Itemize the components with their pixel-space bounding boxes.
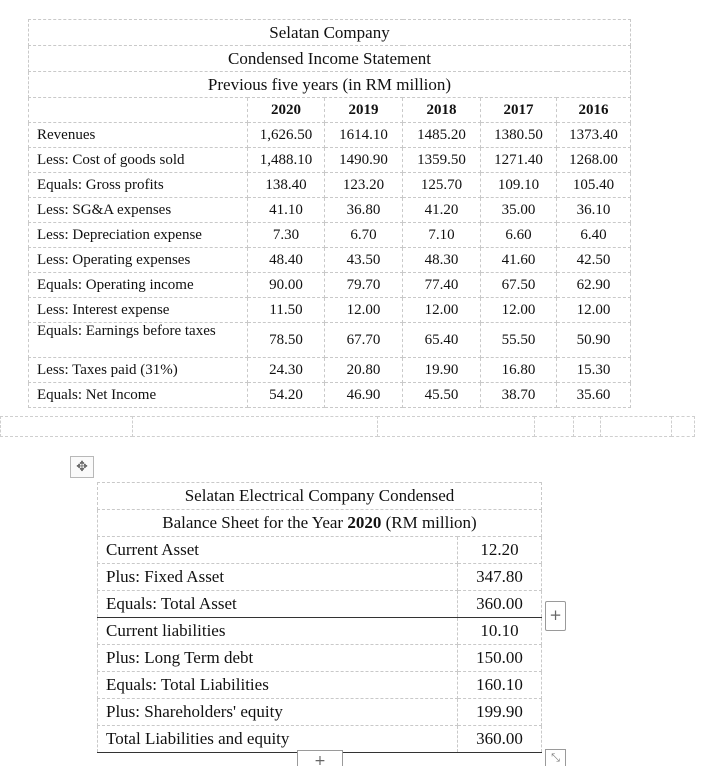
- empty-cell: [0, 416, 133, 437]
- table-row: [29, 173, 631, 198]
- value-cell: 1614.10: [325, 123, 403, 148]
- value-cell: 160.10: [458, 672, 542, 699]
- empty-cell: [534, 416, 574, 437]
- year-header-row: [29, 98, 631, 123]
- value-cell: 41.60: [481, 248, 557, 273]
- add-column-plus-icon[interactable]: +: [545, 601, 566, 631]
- value-cell: 16.80: [481, 358, 557, 383]
- value-cell: 12.00: [325, 298, 403, 323]
- value-cell: 45.50: [403, 383, 481, 408]
- table-row: [29, 198, 631, 223]
- table-row: [98, 591, 542, 618]
- value-cell: 35.60: [557, 383, 631, 408]
- value-cell: 1271.40: [481, 148, 557, 173]
- table-resize-handle-icon[interactable]: ⤡: [545, 749, 566, 766]
- value-cell: 62.90: [557, 273, 631, 298]
- balance-sheet-table: [97, 482, 542, 753]
- value-cell: 11.50: [248, 298, 325, 323]
- value-cell: 67.70: [325, 323, 403, 358]
- table-row: [29, 148, 631, 173]
- value-cell: 360.00: [458, 726, 542, 753]
- row-label: Plus: Fixed Asset: [98, 564, 458, 591]
- empty-cell: [600, 416, 672, 437]
- value-cell: 105.40: [557, 173, 631, 198]
- statement-title: Condensed Income Statement: [29, 46, 631, 72]
- row-label: Less: Taxes paid (31%): [29, 358, 248, 383]
- year-header: 2018: [403, 98, 481, 123]
- value-cell: 1359.50: [403, 148, 481, 173]
- table-row: [98, 537, 542, 564]
- value-cell: 6.70: [325, 223, 403, 248]
- empty-table-row: [0, 416, 697, 438]
- value-cell: 123.20: [325, 173, 403, 198]
- row-label: Equals: Total Liabilities: [98, 672, 458, 699]
- value-cell: 38.70: [481, 383, 557, 408]
- value-cell: 199.90: [458, 699, 542, 726]
- value-cell: 79.70: [325, 273, 403, 298]
- title-unit: (RM million): [381, 513, 477, 532]
- year-header: 2017: [481, 98, 557, 123]
- value-cell: 19.90: [403, 358, 481, 383]
- empty-cell: [573, 416, 601, 437]
- value-cell: 55.50: [481, 323, 557, 358]
- value-cell: 48.30: [403, 248, 481, 273]
- value-cell: 360.00: [458, 591, 542, 618]
- empty-cell: [671, 416, 695, 437]
- table-row: [29, 383, 631, 408]
- value-cell: 125.70: [403, 173, 481, 198]
- balance-sheet-title-line1: Selatan Electrical Company Condensed: [98, 483, 542, 510]
- table-move-handle-icon[interactable]: ✥: [70, 456, 94, 478]
- value-cell: 24.30: [248, 358, 325, 383]
- value-cell: 20.80: [325, 358, 403, 383]
- value-cell: 1485.20: [403, 123, 481, 148]
- value-cell: 347.80: [458, 564, 542, 591]
- value-cell: 50.90: [557, 323, 631, 358]
- table-row: [98, 699, 542, 726]
- title-year: 2020: [347, 513, 382, 532]
- row-label: Revenues: [29, 123, 248, 148]
- table-row: [98, 564, 542, 591]
- value-cell: 41.20: [403, 198, 481, 223]
- income-statement-table: [28, 19, 631, 408]
- value-cell: 1268.00: [557, 148, 631, 173]
- balance-sheet-title-line2: [98, 510, 542, 537]
- table-row: [29, 248, 631, 273]
- row-label: Equals: Gross profits: [29, 173, 248, 198]
- value-cell: 36.10: [557, 198, 631, 223]
- value-cell: 67.50: [481, 273, 557, 298]
- row-label: Less: Cost of goods sold: [29, 148, 248, 173]
- row-label: Less: Interest expense: [29, 298, 248, 323]
- value-cell: 12.00: [557, 298, 631, 323]
- year-header: 2019: [325, 98, 403, 123]
- table-row: [98, 645, 542, 672]
- value-cell: 12.20: [458, 537, 542, 564]
- value-cell: 109.10: [481, 173, 557, 198]
- value-cell: 46.90: [325, 383, 403, 408]
- value-cell: 138.40: [248, 173, 325, 198]
- value-cell: 43.50: [325, 248, 403, 273]
- value-cell: 48.40: [248, 248, 325, 273]
- year-header: 2016: [557, 98, 631, 123]
- value-cell: 41.10: [248, 198, 325, 223]
- table-row: [98, 726, 542, 753]
- empty-cell: [132, 416, 378, 437]
- value-cell: 35.00: [481, 198, 557, 223]
- add-row-plus-icon[interactable]: +: [297, 750, 343, 766]
- statement-period: Previous five years (in RM million): [29, 72, 631, 98]
- row-label: Plus: Long Term debt: [98, 645, 458, 672]
- table-row: [29, 298, 631, 323]
- table-row: [29, 273, 631, 298]
- company-name: Selatan Company: [29, 20, 631, 46]
- value-cell: 77.40: [403, 273, 481, 298]
- value-cell: 10.10: [458, 618, 542, 645]
- value-cell: 42.50: [557, 248, 631, 273]
- value-cell: 1373.40: [557, 123, 631, 148]
- title-text: Balance Sheet for the Year: [162, 513, 348, 532]
- table-row: [29, 323, 631, 358]
- value-cell: 1380.50: [481, 123, 557, 148]
- value-cell: 36.80: [325, 198, 403, 223]
- row-label: Less: SG&A expenses: [29, 198, 248, 223]
- value-cell: 54.20: [248, 383, 325, 408]
- value-cell: 90.00: [248, 273, 325, 298]
- value-cell: 150.00: [458, 645, 542, 672]
- row-label: Less: Operating expenses: [29, 248, 248, 273]
- table-row: [29, 223, 631, 248]
- value-cell: 1490.90: [325, 148, 403, 173]
- table-row: [29, 358, 631, 383]
- row-label: Equals: Earnings before taxes: [29, 323, 248, 358]
- row-label: Total Liabilities and equity: [98, 726, 458, 753]
- value-cell: 12.00: [481, 298, 557, 323]
- value-cell: 7.10: [403, 223, 481, 248]
- row-label: Current Asset: [98, 537, 458, 564]
- value-cell: 1,488.10: [248, 148, 325, 173]
- row-label: Current liabilities: [98, 618, 458, 645]
- value-cell: 6.60: [481, 223, 557, 248]
- year-header: 2020: [248, 98, 325, 123]
- empty-cell: [377, 416, 535, 437]
- table-row: [98, 672, 542, 699]
- table-row: [29, 123, 631, 148]
- value-cell: 7.30: [248, 223, 325, 248]
- value-cell: 15.30: [557, 358, 631, 383]
- row-label: Plus: Shareholders' equity: [98, 699, 458, 726]
- row-label: Less: Depreciation expense: [29, 223, 248, 248]
- value-cell: 65.40: [403, 323, 481, 358]
- value-cell: 78.50: [248, 323, 325, 358]
- value-cell: 12.00: [403, 298, 481, 323]
- value-cell: 6.40: [557, 223, 631, 248]
- row-label: Equals: Net Income: [29, 383, 248, 408]
- empty-corner-cell: [29, 98, 248, 123]
- value-cell: 1,626.50: [248, 123, 325, 148]
- row-label: Equals: Total Asset: [98, 591, 458, 618]
- row-label: Equals: Operating income: [29, 273, 248, 298]
- table-row: [98, 618, 542, 645]
